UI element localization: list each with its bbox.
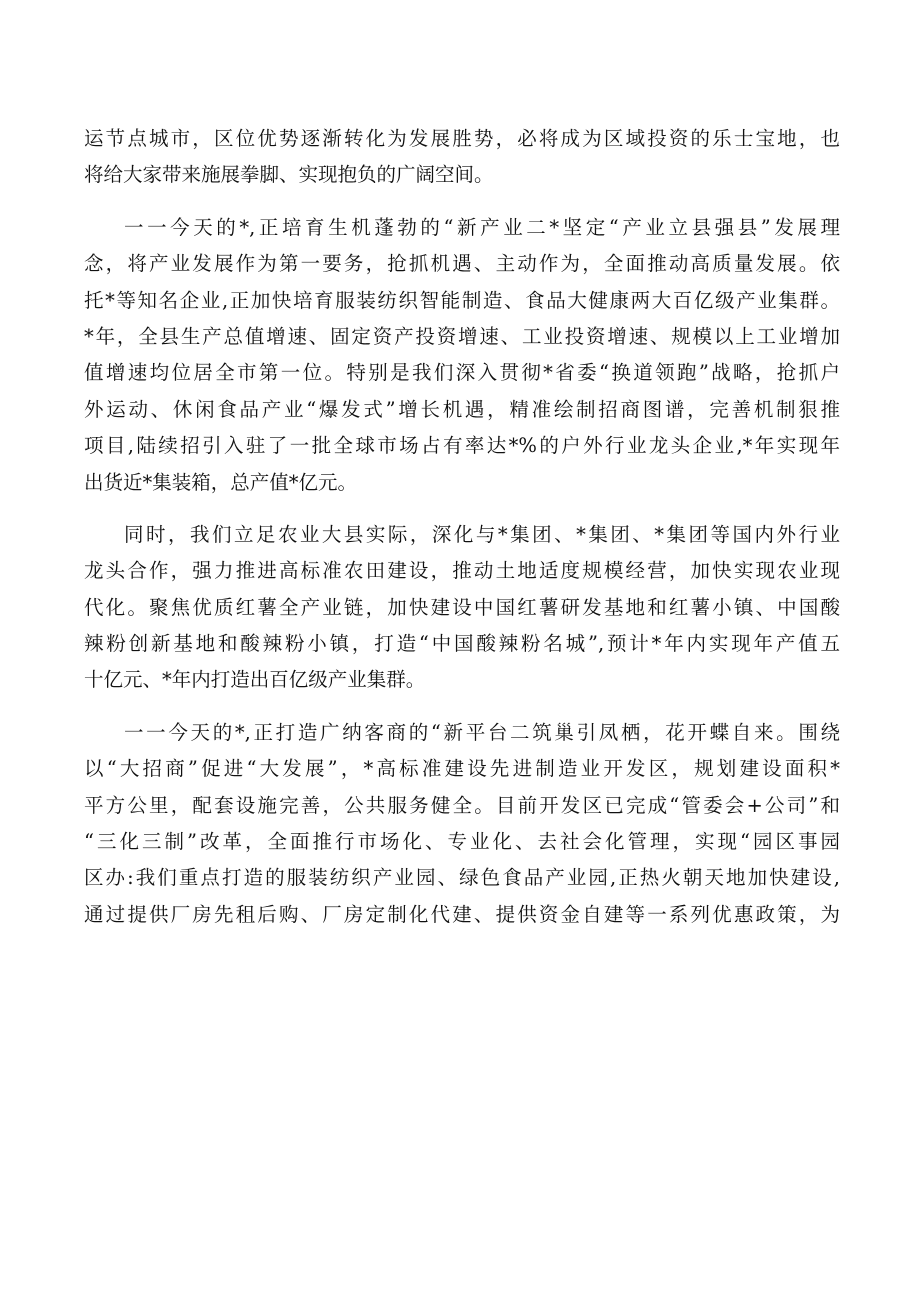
paragraph-4	[84, 715, 840, 933]
text-line: 龙头合作，强力推进高标准农田建设，推动土地适度规模经营，加快实现农业现	[84, 559, 840, 583]
paragraph-1	[84, 121, 840, 194]
paragraph-3	[84, 517, 840, 699]
text-line: 项目,陆续招引入驻了一批全球市场占有率达*%的户外行业龙头企业,*年实现年	[84, 434, 840, 458]
text-line: 一一今天的*,正培育生机蓬勃的“新产业二*坚定“产业立县强县”发展理	[124, 215, 840, 239]
text-line: 值增速均位居全市第一位。特别是我们深入贯彻*省委“换道领跑”战略，抢抓户	[84, 361, 840, 385]
text-line: “三化三制”改革，全面推行市场化、专业化、去社会化管理，实现“园区事园	[84, 830, 840, 854]
text-line: 通过提供厂房先租后购、厂房定制化代建、提供资金自建等一系列优惠政策，为	[84, 902, 840, 926]
paragraph-2	[84, 210, 840, 501]
document-body	[84, 121, 840, 949]
text-line: 代化。聚焦优质红薯全产业链，加快建设中国红薯研发基地和红薯小镇、中国酸	[84, 595, 840, 619]
text-line: 十亿元、*年内打造出百亿级产业集群。	[84, 668, 426, 692]
text-line: 出货近*集装箱，总产值*亿元。	[84, 470, 358, 494]
text-line: 区办:我们重点打造的服装纺织产业园、绿色食品产业园,正热火朝天地加快建设,	[84, 866, 840, 890]
text-line: *年，全县生产总值增速、固定资产投资增速、工业投资增速、规模以上工业增加	[84, 324, 840, 348]
text-line: 运节点城市，区位优势逐渐转化为发展胜势，必将成为区域投资的乐士宝地，也	[84, 127, 840, 150]
text-line: 同时，我们立足农业大县实际，深化与*集团、*集团、*集团等国内外行业	[124, 522, 840, 546]
text-line: 外运动、休闲食品产业“爆发式”增长机遇，精准绘制招商图谱，完善机制狠推	[84, 397, 840, 421]
text-line: 托*等知名企业,正加快培育服装纺织智能制造、食品大健康两大百亿级产业集群。	[84, 288, 840, 312]
text-line: 平方公里，配套设施完善，公共服务健全。目前开发区已完成“管委会+公司”和	[84, 793, 840, 817]
text-line: 以“大招商”促进“大发展”，*高标准建设先进制造业开发区，规划建设面积*	[84, 757, 840, 781]
text-line: 将给大家带来施展拳脚、实现抱负的广阔空间。	[84, 163, 494, 187]
text-line: 一一今天的*,正打造广纳客商的“新平台二筑巢引凤栖，花开蝶自来。围绕	[124, 720, 840, 744]
text-line: 念，将产业发展作为第一要务，抢抓机遇、主动作为，全面推动高质量发展。依	[84, 252, 840, 276]
text-line: 辣粉创新基地和酸辣粉小镇，打造“中国酸辣粉名城”,预计*年内实现年产值五	[84, 632, 840, 656]
